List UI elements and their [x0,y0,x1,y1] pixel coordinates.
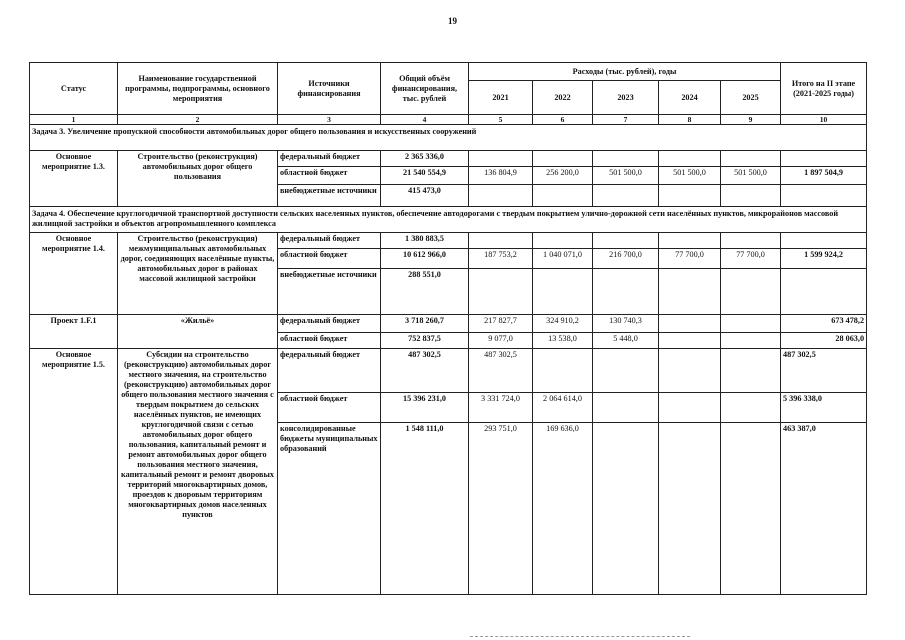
total-cell: 15 396 231,0 [381,393,469,423]
itogo-cell [781,233,867,249]
year-cell [533,269,593,315]
source-cell: внебюджетные источники [278,269,381,315]
year-cell [659,393,721,423]
p1f1-name: «Жильё» [118,315,278,349]
financing-table [29,62,867,595]
total-cell: 415 473,0 [381,185,469,207]
year-cell [721,393,781,423]
year-cell: 501 500,0 [659,167,721,185]
source-cell: федеральный бюджет [278,233,381,249]
om15-name: Субсидии на строительство (реконструкцию) автомобильных дорог местного значения, на строительство (реконструкцию) автомобильных дорог общего пользования местного значения с твердым покрытием до сельских населённых пунктов, не имеющих круглогодичной связи с сетью автомобильных дорог общего пользования, капитальный ремонт и ремонт автомобильных дорог общего пользования местного значения, капитальный ремонт и ремонт дворовых территорий многоквартирных домов, проездов к дворовым территориям многоквартирных домов населенных пунктов [118,349,278,595]
year-cell [593,151,659,167]
index-cell: 7 [593,115,659,125]
source-cell: областной бюджет [278,333,381,349]
year-cell: 2 064 614,0 [533,393,593,423]
itogo-cell [781,269,867,315]
table-row [30,315,867,333]
page-number: 19 [448,16,457,26]
year-cell: 501 500,0 [721,167,781,185]
year-cell [659,269,721,315]
source-cell: областной бюджет [278,249,381,269]
year-cell [533,185,593,207]
year-cell [533,349,593,393]
year-cell [469,151,533,167]
itogo-cell: 487 302,5 [781,349,867,393]
header-year-2023: 2023 [593,81,659,115]
year-cell: 130 740,3 [593,315,659,333]
year-cell [533,151,593,167]
header-status: Статус [30,63,118,115]
year-cell: 5 448,0 [593,333,659,349]
total-cell: 10 612 966,0 [381,249,469,269]
year-cell [659,185,721,207]
itogo-cell: 5 396 338,0 [781,393,867,423]
year-cell [721,423,781,595]
year-cell [721,233,781,249]
year-cell: 169 636,0 [533,423,593,595]
total-cell: 752 837,5 [381,333,469,349]
header-total: Общий объём финансирования, тыс. рублей [381,63,469,115]
year-cell: 256 200,0 [533,167,593,185]
itogo-cell: 28 063,0 [781,333,867,349]
index-cell: 1 [30,115,118,125]
p1f1-status: Проект 1.F.1 [30,315,118,349]
header-year-2025: 2025 [721,81,781,115]
itogo-cell: 673 478,2 [781,315,867,333]
total-cell: 1 548 111,0 [381,423,469,595]
year-cell: 293 751,0 [469,423,533,595]
source-cell: федеральный бюджет [278,315,381,333]
index-row [30,115,867,125]
table-row [30,349,867,393]
header-row-1 [30,63,867,81]
source-cell: внебюджетные источники [278,185,381,207]
header-year-2021: 2021 [469,81,533,115]
index-cell: 4 [381,115,469,125]
total-cell: 3 718 260,7 [381,315,469,333]
year-cell [659,333,721,349]
index-cell: 10 [781,115,867,125]
index-cell: 9 [721,115,781,125]
table-row [30,233,867,249]
year-cell [593,349,659,393]
year-cell: 217 827,7 [469,315,533,333]
year-cell [659,423,721,595]
index-cell: 6 [533,115,593,125]
year-cell [659,151,721,167]
footer-divider [470,636,690,638]
index-cell: 5 [469,115,533,125]
year-cell [721,185,781,207]
year-cell: 3 331 724,0 [469,393,533,423]
year-cell: 187 753,2 [469,249,533,269]
year-cell: 487 302,5 [469,349,533,393]
year-cell [533,233,593,249]
year-cell: 216 700,0 [593,249,659,269]
year-cell [721,315,781,333]
year-cell [659,315,721,333]
total-cell: 487 302,5 [381,349,469,393]
table-row [30,151,867,167]
itogo-cell: 1 599 924,2 [781,249,867,269]
year-cell: 324 910,2 [533,315,593,333]
year-cell [593,269,659,315]
year-cell [469,233,533,249]
om13-status: Основное мероприятие 1.3. [30,151,118,207]
task-3-row [30,125,867,151]
header-expenses: Расходы (тыс. рублей), годы [469,63,781,81]
source-cell: областной бюджет [278,393,381,423]
year-cell [469,185,533,207]
source-cell: консолидированные бюджеты муниципальных образований [278,423,381,595]
year-cell: 9 077,0 [469,333,533,349]
year-cell [721,151,781,167]
year-cell [721,349,781,393]
year-cell [659,349,721,393]
header-itogo: Итого на II этапе (2021-2025 годы) [781,63,867,115]
om15-status: Основное мероприятие 1.5. [30,349,118,595]
source-cell: областной бюджет [278,167,381,185]
year-cell [593,393,659,423]
source-cell: федеральный бюджет [278,151,381,167]
itogo-cell [781,151,867,167]
year-cell [721,269,781,315]
year-cell [659,233,721,249]
itogo-cell [781,185,867,207]
task-4-title: Задача 4. Обеспечение круглогодичной транспортной доступности сельских населенных пунктов, обеспечение автодорогами с твердым покрытием улично-дорожной сети населённых пунктов, микрорайонов массовой жилищной застройки и объектов агропромышленного комплекса [30,207,867,233]
task-3-title: Задача 3. Увеличение пропускной способности автомобильных дорог общего пользования и искусственных сооружений [30,125,867,151]
om14-status: Основное мероприятие 1.4. [30,233,118,315]
index-cell: 2 [118,115,278,125]
index-cell: 8 [659,115,721,125]
header-name: Наименование государственной программы, подпрограммы, основного мероприятия [118,63,278,115]
om14-name: Строительство (реконструкция) межмуниципальных автомобильных дорог, соединяющих населённые пункты, автомобильных дорог в районах массовой жилищной застройки [118,233,278,315]
om13-name: Строительство (реконструкция) автомобильных дорог общего пользования [118,151,278,207]
total-cell: 21 540 554,9 [381,167,469,185]
year-cell [593,185,659,207]
year-cell: 136 804,9 [469,167,533,185]
year-cell: 77 700,0 [721,249,781,269]
year-cell [469,269,533,315]
year-cell: 77 700,0 [659,249,721,269]
task-4-row [30,207,867,233]
header-year-2024: 2024 [659,81,721,115]
total-cell: 1 380 883,5 [381,233,469,249]
year-cell: 501 500,0 [593,167,659,185]
total-cell: 2 365 336,0 [381,151,469,167]
year-cell [593,423,659,595]
year-cell [721,333,781,349]
itogo-cell: 1 897 504,9 [781,167,867,185]
header-year-2022: 2022 [533,81,593,115]
year-cell: 1 040 071,0 [533,249,593,269]
header-sources: Источники финансирования [278,63,381,115]
year-cell: 13 538,0 [533,333,593,349]
year-cell [593,233,659,249]
total-cell: 288 551,0 [381,269,469,315]
itogo-cell: 463 387,0 [781,423,867,595]
source-cell: федеральный бюджет [278,349,381,393]
index-cell: 3 [278,115,381,125]
